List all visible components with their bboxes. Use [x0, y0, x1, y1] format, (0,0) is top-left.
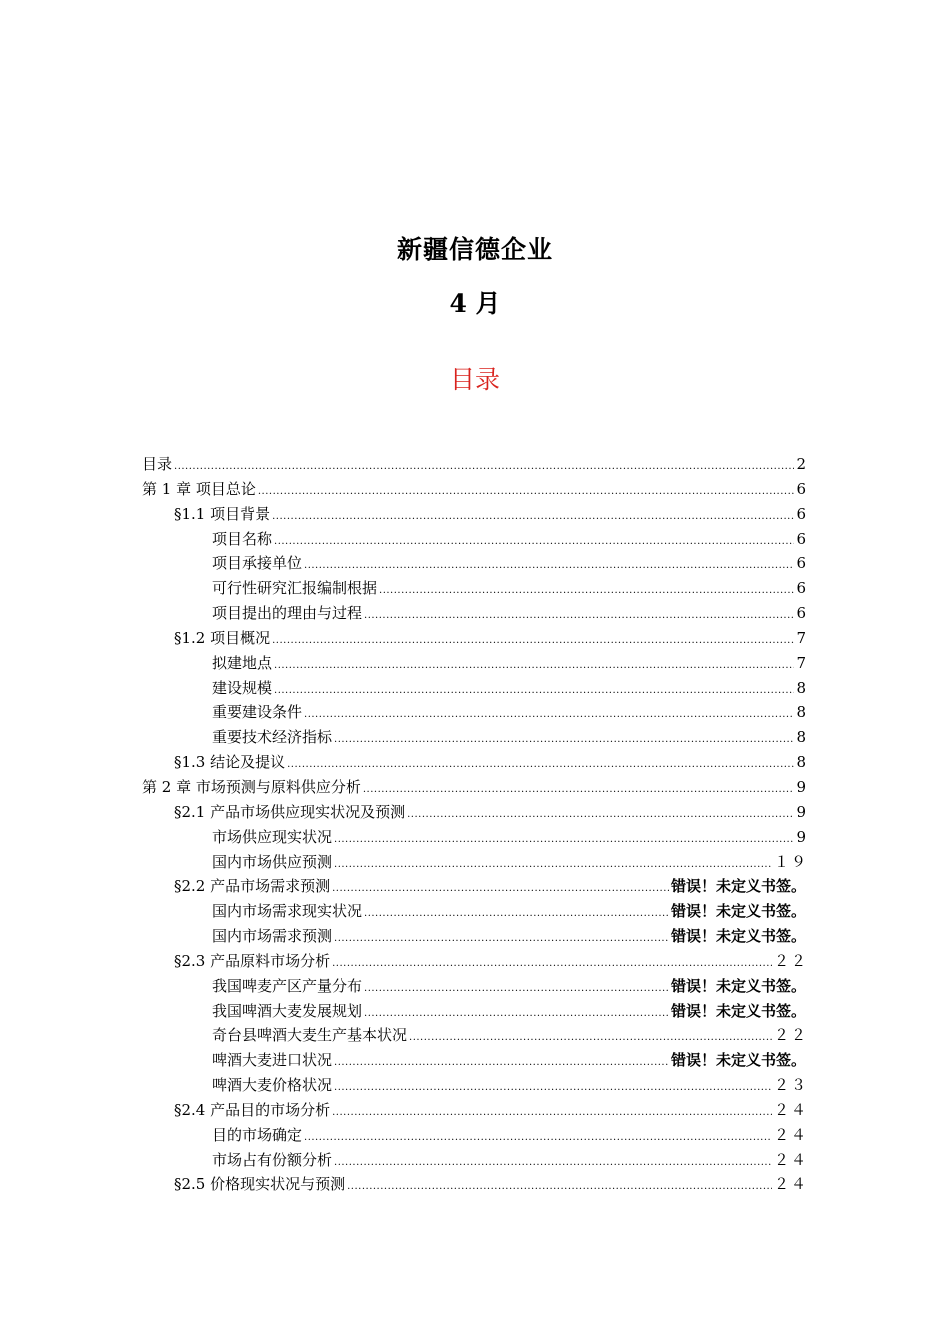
toc-dot-leader — [334, 728, 794, 753]
toc-entry[interactable] — [142, 1123, 806, 1148]
toc-title: 目录 — [449, 365, 500, 394]
toc-entry-page-number: ２３ — [773, 1076, 808, 1095]
toc-entry-page-number: 8 — [796, 703, 808, 722]
toc-dot-leader — [407, 803, 794, 828]
toc-entry[interactable] — [142, 899, 806, 924]
toc-dot-leader — [274, 530, 794, 555]
toc-dot-leader — [272, 629, 794, 654]
toc-entry[interactable] — [142, 626, 806, 651]
toc-dot-leader — [364, 1002, 669, 1027]
toc-dot-leader — [174, 455, 794, 480]
toc-entry-page-number: 6 — [796, 479, 808, 498]
toc-dot-leader — [347, 1175, 772, 1200]
toc-entry[interactable] — [142, 924, 806, 949]
toc-dot-leader — [304, 554, 794, 579]
toc-entry[interactable] — [142, 1098, 806, 1123]
toc-entry-title: 市场占有份额分析 — [212, 1150, 333, 1169]
toc-entry-bookmark-error: 错误！未定义书签。 — [670, 927, 806, 946]
toc-entry-title: 项目名称 — [212, 529, 273, 548]
toc-entry[interactable] — [142, 725, 806, 750]
toc-dot-leader — [379, 579, 794, 604]
toc-entry[interactable] — [142, 452, 806, 477]
toc-entry-bookmark-error: 错误！未定义书签。 — [670, 902, 806, 921]
toc-entry-page-number: ２２ — [773, 951, 808, 970]
toc-dot-leader — [363, 778, 795, 803]
toc-entry-title: §2.5 价格现实状况与预测 — [174, 1175, 346, 1194]
toc-entry-title: 重要技术经济指标 — [212, 728, 333, 747]
toc-entry-title: 建设规模 — [212, 678, 273, 697]
toc-entry[interactable] — [142, 825, 806, 850]
toc-entry-title: 重要建设条件 — [212, 703, 303, 722]
toc-dot-leader — [332, 877, 669, 902]
toc-entry[interactable] — [142, 1148, 806, 1173]
toc-entry-title: §2.3 产品原料市场分析 — [174, 951, 331, 970]
toc-entry-page-number: 8 — [796, 728, 808, 747]
toc-dot-leader — [334, 1151, 772, 1176]
toc-entry[interactable] — [142, 850, 806, 875]
toc-entry-title: §1.2 项目概况 — [174, 628, 271, 647]
toc-dot-leader — [304, 1126, 772, 1151]
toc-entry-title: 可行性研究汇报编制根据 — [212, 579, 378, 598]
toc-entry-title: 我国啤麦产区产量分布 — [212, 976, 363, 995]
toc-entry[interactable] — [142, 527, 806, 552]
toc-entry-page-number: 9 — [796, 827, 808, 846]
toc-entry-title: 项目提出的理由与过程 — [212, 604, 363, 623]
toc-entry-page-number: ２２ — [773, 1026, 808, 1045]
toc-entry-title: §1.1 项目背景 — [174, 504, 271, 523]
toc-entry-title: 目录 — [142, 455, 173, 473]
toc-entry-page-number: 6 — [796, 504, 808, 523]
toc-entry-bookmark-error: 错误！未定义书签。 — [670, 976, 806, 995]
toc-entry-page-number: 9 — [796, 802, 808, 821]
toc-dot-leader — [364, 977, 669, 1002]
toc-dot-leader — [258, 480, 795, 505]
toc-dot-leader — [334, 1051, 669, 1076]
toc-entry-page-number: 6 — [796, 604, 808, 623]
toc-entry[interactable] — [142, 651, 806, 676]
toc-entry-page-number: １９ — [773, 852, 808, 871]
toc-dot-leader — [334, 927, 669, 952]
toc-entry-title: 拟建地点 — [212, 653, 273, 672]
toc-entry-bookmark-error: 错误！未定义书签。 — [670, 1001, 806, 1020]
toc-entry[interactable] — [142, 1023, 806, 1048]
toc-entry[interactable] — [142, 775, 806, 800]
toc-entry-title: §2.4 产品目的市场分析 — [174, 1100, 331, 1119]
toc-entry-page-number: 6 — [796, 554, 808, 573]
toc-entry-title: 第 2 章 市场预测与原料供应分析 — [142, 777, 361, 796]
toc-entry-page-number: ２４ — [773, 1100, 808, 1119]
toc-entry[interactable] — [142, 1172, 806, 1197]
toc-entry[interactable] — [142, 1048, 806, 1073]
company-name: 新疆信德企业 — [396, 235, 553, 264]
toc-dot-leader — [272, 505, 794, 530]
toc-entry-title: 啤酒大麦进口状况 — [212, 1051, 333, 1070]
toc-entry[interactable] — [142, 949, 806, 974]
toc-entry-title: 项目承接单位 — [212, 554, 303, 573]
toc-entry-bookmark-error: 错误！未定义书签。 — [670, 877, 806, 896]
toc-entry-bookmark-error: 错误！未定义书签。 — [670, 1051, 806, 1070]
toc-dot-leader — [287, 753, 794, 778]
toc-entry[interactable] — [142, 800, 806, 825]
toc-entry[interactable] — [142, 551, 806, 576]
toc-entry-title: §2.2 产品市场需求预测 — [174, 877, 331, 896]
toc-entry[interactable] — [142, 874, 806, 899]
toc-entry[interactable] — [142, 1073, 806, 1098]
toc-entry-page-number: ２４ — [773, 1150, 808, 1169]
toc-entry[interactable] — [142, 601, 806, 626]
toc-entry-title: 国内市场供应预测 — [212, 852, 333, 871]
toc-entry-page-number: ２４ — [773, 1125, 808, 1144]
toc-dot-leader — [274, 654, 794, 679]
toc-entry-title: 啤酒大麦价格状况 — [212, 1076, 333, 1095]
toc-dot-leader — [304, 703, 794, 728]
toc-entry[interactable] — [142, 502, 806, 527]
toc-entry-title: §2.1 产品市场供应现实状况及预测 — [174, 802, 406, 821]
toc-entry-title: 奇台县啤酒大麦生产基本状况 — [212, 1026, 408, 1045]
toc-entry-page-number: 7 — [796, 628, 808, 647]
toc-entry-page-number: 7 — [796, 653, 808, 672]
toc-entry-title: §1.3 结论及提议 — [174, 753, 286, 772]
toc-dot-leader — [364, 604, 794, 629]
toc-entry[interactable] — [142, 700, 806, 725]
toc-entry-page-number: 8 — [796, 678, 808, 697]
toc-entry[interactable] — [142, 676, 806, 701]
toc-entry-page-number: 6 — [796, 529, 808, 548]
toc-entry-title: 第 1 章 项目总论 — [142, 479, 256, 498]
toc-entry-title: 市场供应现实状况 — [212, 827, 333, 846]
cover-date: 4 月 — [449, 289, 501, 318]
toc-entry-page-number: 2 — [796, 455, 808, 473]
toc-entry-title: 我国啤酒大麦发展规划 — [212, 1001, 363, 1020]
toc-dot-leader — [364, 902, 669, 927]
toc-entry-page-number: 8 — [796, 753, 808, 772]
toc-dot-leader — [334, 828, 794, 853]
table-of-contents — [142, 452, 806, 1197]
toc-entry-page-number: ２４ — [773, 1175, 808, 1194]
toc-entry[interactable] — [142, 999, 806, 1024]
toc-entry-page-number: 9 — [796, 777, 808, 796]
toc-entry-title: 目的市场确定 — [212, 1125, 303, 1144]
toc-dot-leader — [334, 1076, 772, 1101]
toc-entry[interactable] — [142, 974, 806, 999]
toc-entry[interactable] — [142, 576, 806, 601]
toc-dot-leader — [274, 679, 794, 704]
toc-entry[interactable] — [142, 477, 806, 502]
toc-entry[interactable] — [142, 750, 806, 775]
toc-dot-leader — [332, 1101, 772, 1126]
toc-entry-page-number: 6 — [796, 579, 808, 598]
toc-entry-title: 国内市场需求预测 — [212, 927, 333, 946]
toc-entry-title: 国内市场需求现实状况 — [212, 902, 363, 921]
